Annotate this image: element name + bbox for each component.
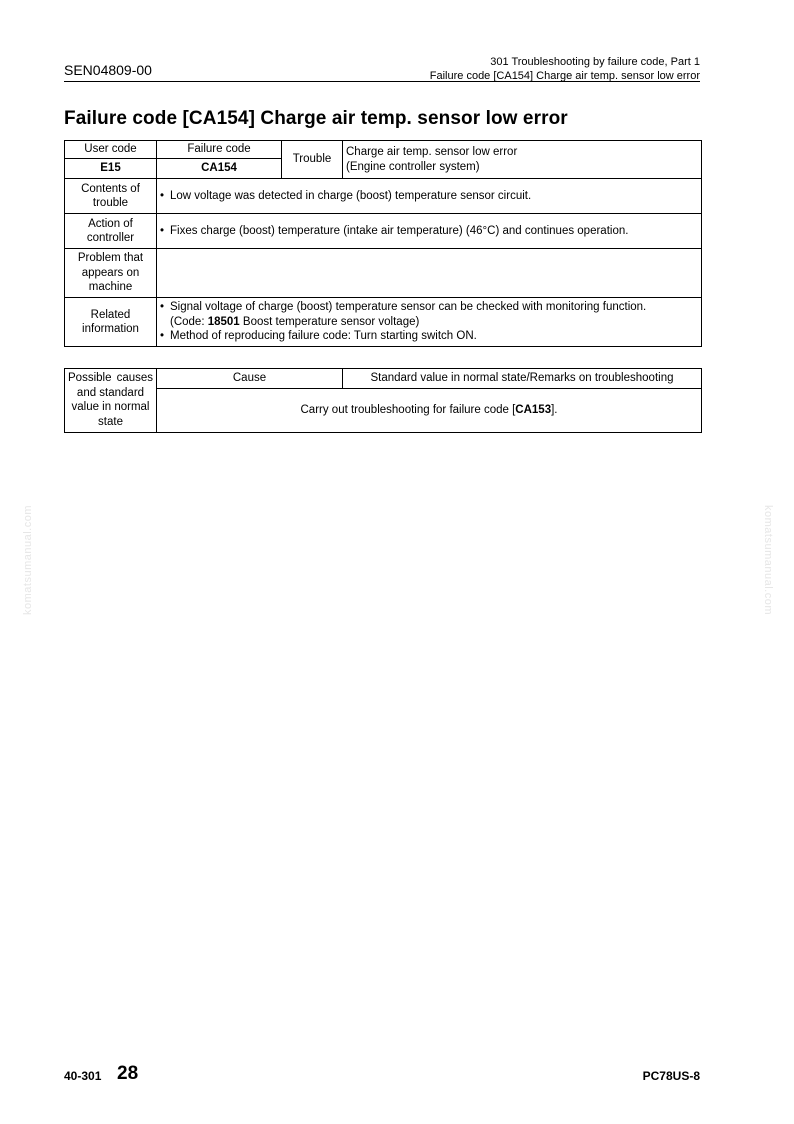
contents-cell [157, 179, 702, 214]
running-header [430, 55, 700, 83]
problem-cell [157, 249, 702, 298]
causes-left-label [65, 369, 157, 433]
contents-text: • Low voltage was detected in charge (boost) temperature sensor circuit. [160, 189, 698, 204]
instruction-prefix: Carry out troubleshooting for failure code [ [300, 404, 516, 417]
footer-model: PC78US-8 [642, 1069, 700, 1083]
document-code: SEN04809-00 [64, 62, 152, 78]
instruction-suffix: ]. [551, 404, 558, 417]
trouble-description [343, 141, 702, 179]
related-item-1-text: Signal voltage of charge (boost) temperature sensor can be checked with monitoring function. [170, 301, 647, 314]
failure-code-value: CA154 [157, 159, 282, 179]
page-title: Failure code [CA154] Charge air temp. sensor low error [64, 108, 568, 129]
footer-page-number: 28 [117, 1063, 139, 1084]
footer-page-prefix: 40-301 [64, 1069, 102, 1083]
cause-header: Cause [157, 369, 343, 389]
failure-code-header: Failure code [157, 141, 282, 159]
causes-label-rest: and standard value in normal state [71, 386, 150, 428]
watermark-right: komatsumanual.com [762, 505, 774, 615]
related-cell [157, 298, 702, 347]
remarks-header: Standard value in normal state/Remarks on troubleshooting [343, 369, 702, 389]
trouble-line-1: Charge air temp. sensor low error [346, 146, 518, 158]
action-label: Action of controller [65, 214, 157, 249]
contents-label: Contents of trouble [65, 179, 157, 214]
watermark-left: komatsumanual.com [22, 505, 34, 615]
referenced-failure-code: CA153 [515, 404, 552, 417]
subsection-title: Failure code [CA154] Charge air temp. sensor low error [429, 70, 700, 82]
causes-table [64, 368, 702, 433]
action-text: • Fixes charge (boost) temperature (intake air temperature) (46°C) and continues operation. [160, 224, 698, 239]
header-rule [64, 81, 700, 82]
related-item-1-code-suffix: Boost temperature sensor voltage) [239, 315, 420, 328]
monitoring-code: 18501 [207, 315, 240, 328]
problem-label: Problem that appears on machine [65, 249, 157, 298]
related-item-1 [160, 300, 698, 329]
user-code-header: User code [65, 141, 157, 159]
trouble-label: Trouble [282, 141, 343, 179]
user-code-value: E15 [65, 159, 157, 179]
action-cell [157, 214, 702, 249]
causes-label-word-1: Possible [68, 372, 112, 384]
related-item-2: • Method of reproducing failure code: Turn starting switch ON. [160, 329, 698, 344]
section-title: 301 Troubleshooting by failure code, Part 1 [490, 56, 700, 68]
related-item-1-code-prefix: (Code: [170, 315, 208, 328]
related-label: Related information [65, 298, 157, 347]
instruction-cell [157, 389, 702, 433]
failure-info-table [64, 140, 702, 347]
trouble-line-2: (Engine controller system) [346, 160, 480, 173]
causes-label-word-2: causes [116, 372, 153, 384]
